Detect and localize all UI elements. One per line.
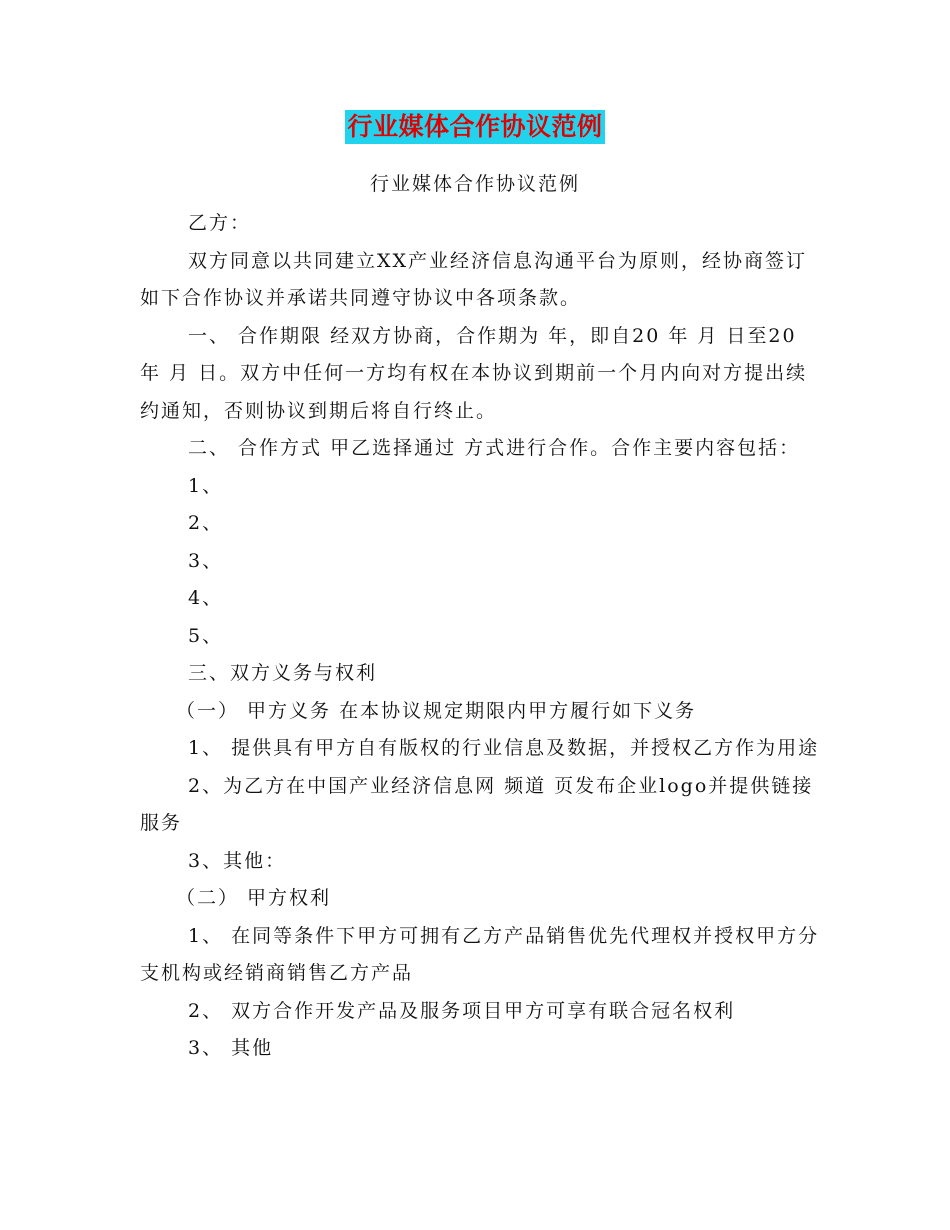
subsection-party-a-rights: （二） 甲方权利 [176, 887, 332, 909]
document-body [140, 205, 820, 1068]
subsection-party-a-obligations: （一） 甲方义务 在本协议规定期限内甲方履行如下义务 [176, 699, 697, 722]
rights-item-1: 1、 在同等条件下甲方可拥有乙方产品销售优先代理权并授权甲方分支机构或经销商销售乙方产品 [140, 924, 820, 984]
list-item-1: 1、 [188, 474, 224, 497]
obligation-item-2: 2、为乙方在中国产业经济信息网 频道 页发布企业logo并提供链接服务 [140, 774, 814, 834]
list-item-3: 3、 [188, 549, 224, 572]
document-subtitle: 行业媒体合作协议范例 [369, 173, 580, 195]
list-item-4: 4、 [188, 587, 224, 609]
obligation-item-3: 3、其他： [188, 849, 287, 872]
paragraph-cooperation-method: 二、 合作方式 甲乙选择通过 方式进行合作。合作主要内容包括： [188, 437, 801, 459]
obligation-item-1: 1、 提供具有甲方自有版权的行业信息及数据，并授权乙方作为用途 [188, 737, 820, 759]
paragraph-party-b: 乙方： [188, 212, 252, 234]
rights-item-3: 3、 其他 [188, 1037, 274, 1059]
document-header [0, 110, 950, 144]
list-item-5: 5、 [188, 624, 224, 647]
rights-item-2: 2、 双方合作开发产品及服务项目甲方可享有联合冠名权利 [188, 999, 736, 1022]
document-title: 行业媒体合作协议范例 [345, 110, 604, 144]
paragraph-term: 一、 合作期限 经双方协商，合作期为 年，即自20 年 月 日至20 年 月 日。双方中任何一方均有权在本协议到期前一个月内向对方提出续约通知，否则协议到期后将自行终止。 [140, 324, 808, 422]
section-heading-obligations-rights: 三、双方义务与权利 [188, 662, 378, 684]
list-item-2: 2、 [188, 512, 224, 534]
paragraph-intro: 双方同意以共同建立XX产业经济信息沟通平台为原则，经协商签订如下合作协议并承诺共同遵守协议中各项条款。 [140, 249, 808, 309]
